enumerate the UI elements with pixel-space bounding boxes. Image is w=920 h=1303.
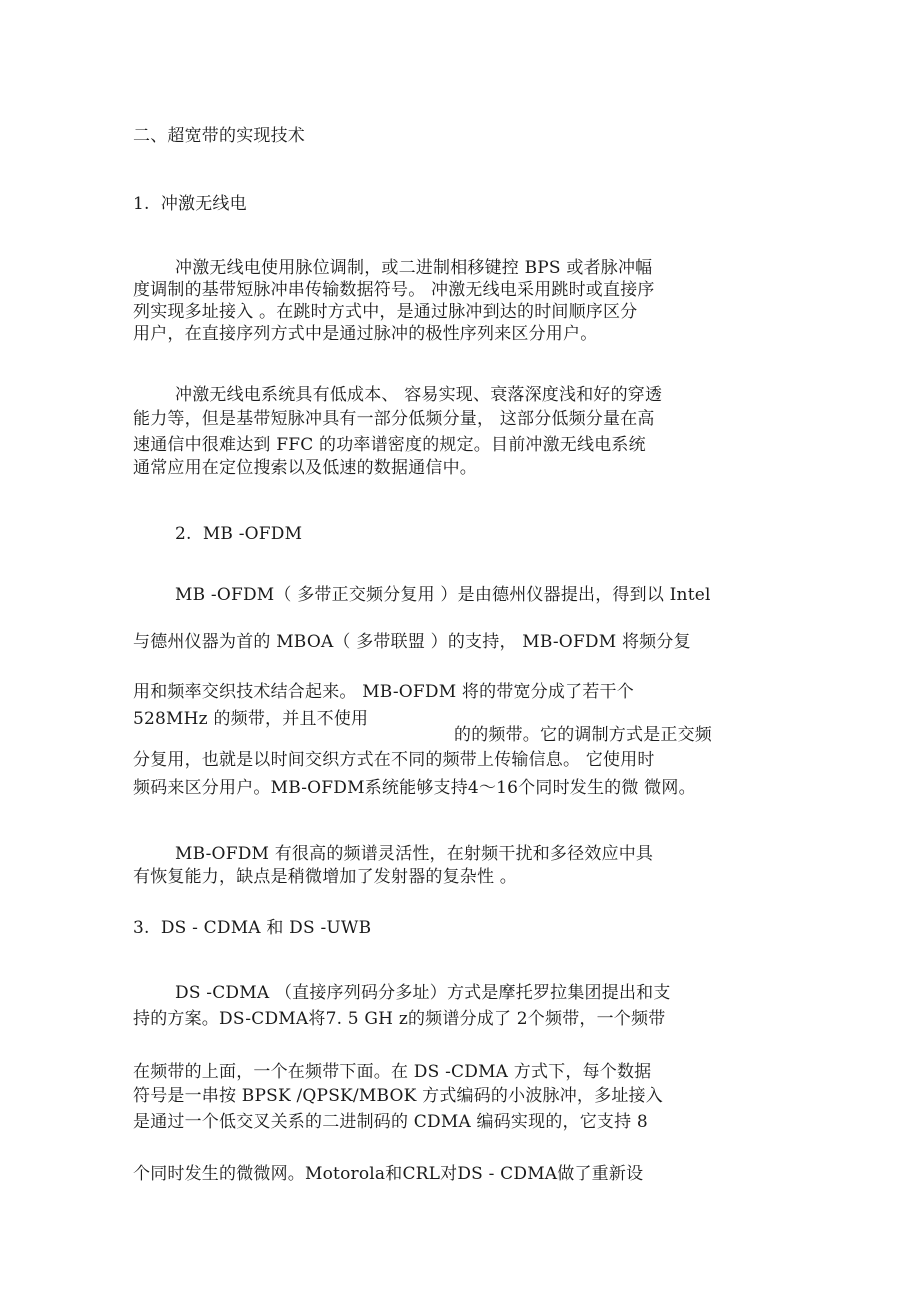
paragraph-line: 用和频率交织技术结合起来。 MB-OFDM 将的带宽分成了若干个	[133, 682, 634, 702]
heading-mb-ofdm: 2. MB -OFDM	[175, 524, 303, 544]
paragraph-line: MB-OFDM 有很高的频谱灵活性，在射频干扰和多径效应中具	[175, 844, 654, 864]
paragraph-line: 用户，在直接序列方式中是通过脉冲的极性序列来区分用户。	[133, 324, 598, 344]
paragraph-line: 分复用，也就是以时间交织方式在不同的频带上传输信息。 它使用时	[133, 750, 655, 770]
paragraph-line: 列实现多址接入 。在跳时方式中，是通过脉冲到达的时间顺序区分	[133, 302, 638, 322]
paragraph-line: DS -CDMA （直接序列码分多址）方式是摩托罗拉集团提出和支	[175, 983, 671, 1003]
paragraph-line: 与德州仪器为首的 MBOA（ 多带联盟 ）的支持， MB-OFDM 将频分复	[133, 632, 691, 652]
heading-ds-cdma: 3. DS - CDMA 和 DS -UWB	[133, 918, 372, 938]
paragraph-line: 频码来区分用户。MB-OFDM系统能够支持4～16个同时发生的微 微网。	[133, 778, 696, 798]
paragraph-line: 持的方案。DS-CDMA将7. 5 GH z的频谱分成了 2个频带，一个频带	[133, 1009, 666, 1029]
paragraph-line: 度调制的基带短脉冲串传输数据符号。 冲激无线电采用跳时或直接序	[133, 280, 655, 300]
paragraph-line: 冲激无线电使用脉位调制，或二进制相移键控 BPS 或者脉冲幅	[175, 258, 653, 278]
paragraph-line: 的的频带。它的调制方式是正交频	[454, 725, 712, 745]
paragraph-line: 冲激无线电系统具有低成本、 容易实现、衰落深度浅和好的穿透	[175, 385, 663, 405]
paragraph-line: 个同时发生的微微网。Motorola和CRL对DS - CDMA做了重新设	[133, 1164, 644, 1184]
paragraph-line: 符号是一串按 BPSK /QPSK/MBOK 方式编码的小波脉冲，多址接入	[133, 1086, 663, 1106]
paragraph-line: 能力等，但是基带短脉冲具有一部分低频分量， 这部分低频分量在高	[133, 409, 655, 429]
paragraph-line: 是通过一个低交叉关系的二进制码的 CDMA 编码实现的，它支持 8	[133, 1112, 648, 1132]
paragraph-line: 速通信中很难达到 FFC 的功率谱密度的规定。目前冲激无线电系统	[133, 435, 646, 455]
paragraph-line: 在频带的上面，一个在频带下面。在 DS -CDMA 方式下，每个数据	[133, 1062, 652, 1082]
paragraph-line: MB -OFDM（ 多带正交频分复用 ）是由德州仪器提出，得到以 Intel	[175, 585, 711, 605]
heading-impulse-radio: 1. 冲激无线电	[133, 194, 247, 214]
section-title: 二、超宽带的实现技术	[133, 126, 305, 146]
paragraph-line: 有恢复能力，缺点是稍微增加了发射器的复杂性 。	[133, 867, 518, 887]
paragraph-line: 通常应用在定位搜索以及低速的数据通信中。	[133, 458, 477, 478]
paragraph-line: 528MHz 的频带，并且不使用	[133, 709, 369, 729]
